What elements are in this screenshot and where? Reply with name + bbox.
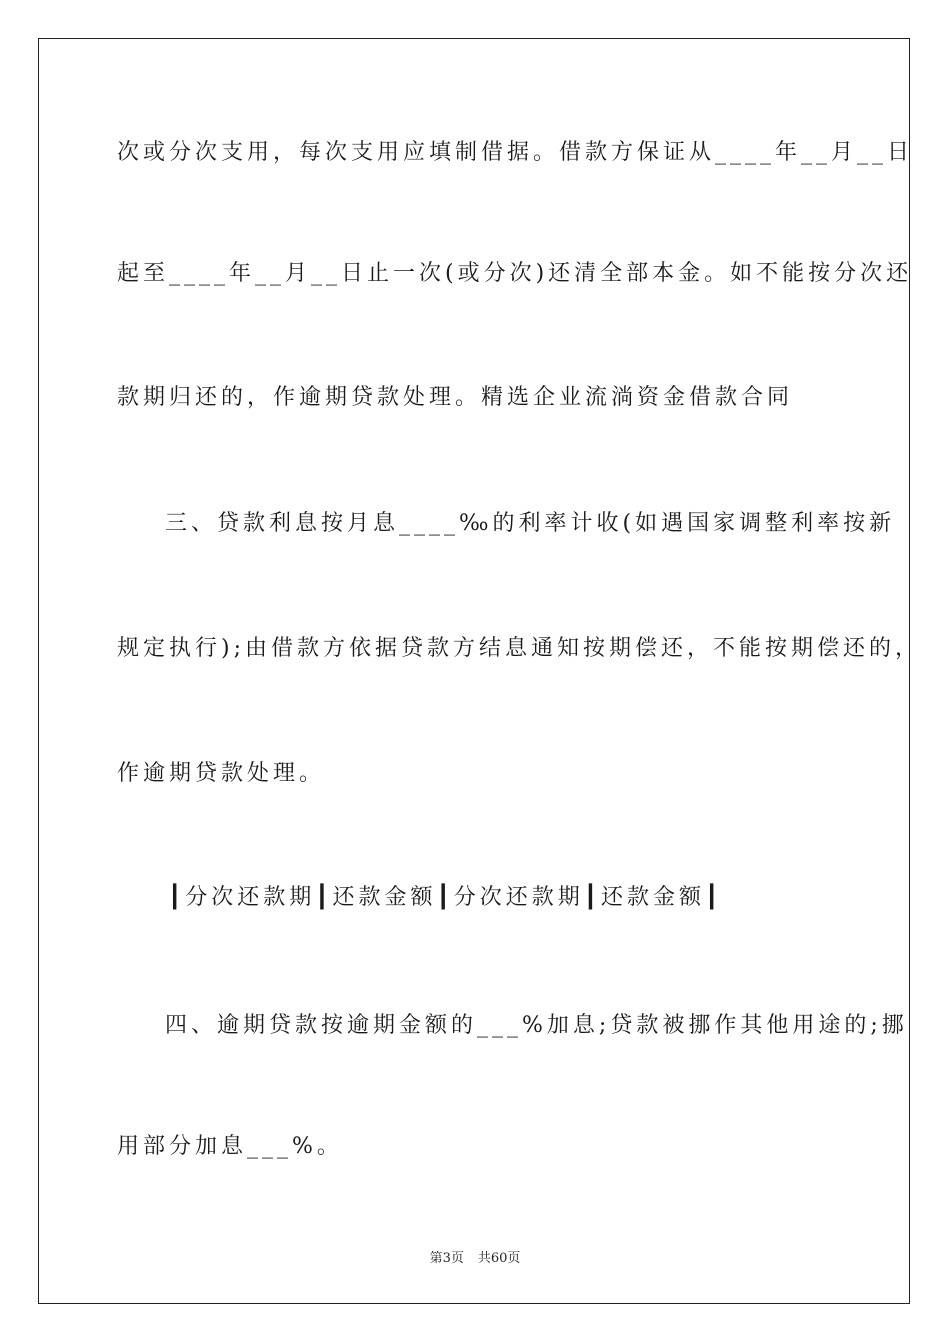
section-three-line-2: 规定执行);由借款方依据贷款方结息通知按期偿还，不能按期偿还的，: [117, 636, 921, 661]
page-border: [38, 38, 921, 1304]
section-three-line-1: 三、贷款利息按月息____‰的利率计收(如遇国家调整利率按新: [165, 511, 896, 536]
section-four-line-1: 四、逾期贷款按逾期金额的___%加息;贷款被挪作其他用途的;挪: [165, 1013, 908, 1038]
section-three-line-3: 作逾期贷款处理。: [117, 761, 326, 786]
text-line-2: 起至____年__月__日止一次(或分次)还清全部本金。如不能按分次还: [117, 261, 913, 286]
repayment-table-header: ┃分次还款期┃还款金额┃分次还款期┃还款金额┃: [168, 885, 723, 910]
page-footer: [0, 1247, 950, 1266]
page-total: 共60页: [477, 1251, 521, 1266]
text-line-3: 款期归还的，作逾期贷款处理。精选企业流淌资金借款合同: [117, 385, 794, 410]
text-line-1: 次或分次支用，每次支用应填制借据。借款方保证从____年__月__日: [117, 140, 914, 165]
page-number: 第3页: [429, 1251, 464, 1266]
section-four-line-2: 用部分加息___%。: [117, 1134, 343, 1159]
